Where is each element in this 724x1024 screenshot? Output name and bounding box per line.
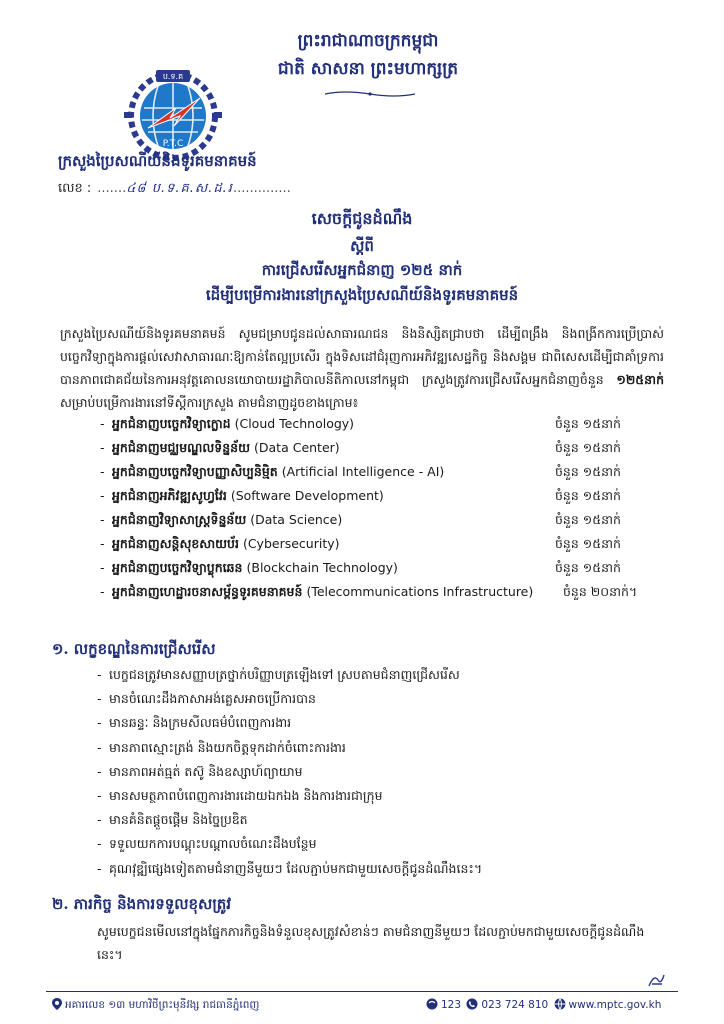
notice-subject: ការជ្រើសរើសអ្នកជំនាញ ១២៥ នាក់ (261, 261, 463, 279)
list-item: - អ្នកជំនាញវិទ្យាសាស្ត្រទិន្នន័យ (Data Science) ចំនួន ១៥នាក់ (100, 509, 670, 533)
footer-phone: 023 724 810 (481, 999, 549, 1011)
list-item: - អ្នកជំនាញបច្ចេកវិទ្យាបញ្ញាសិប្បនិម្មិត (Artificial Intelligence - AI) ចំនួន ១៥នាក់ (100, 461, 670, 485)
criterion-text: ទទួលយកការបណ្តុះបណ្តាលចំណេះដឹងបន្ថែម (109, 836, 317, 852)
list-item: - ទទួលយកការបណ្តុះបណ្តាលចំណេះដឹងបន្ថែម (97, 833, 657, 857)
intro-paragraph (60, 322, 664, 414)
footer-contacts (426, 998, 663, 1011)
phone-icon (466, 998, 478, 1010)
criterion-text: មានសមត្ថភាពបំពេញការងារដោយឯកឯង និងការងារជាក្រុម (109, 787, 383, 803)
ministry-name: ក្រសួងប្រៃសណីយ៍និងទូរគមនាគមន៍ (58, 152, 257, 170)
list-item: - មានចំណេះដឹងភាសាអង់គ្លេសអាចប្រើការបាន (97, 688, 657, 712)
criterion-text: គុណវុឌ្ឍិផ្សេងទៀតតាមជំនាញនីមួយៗ ដែលភ្ជាប់មកជាមួយសេចក្តីជូនដំណឹងនេះ។ (109, 860, 483, 876)
position-count: ចំនួន ១៥នាក់ (555, 560, 621, 575)
ornament-divider (320, 90, 420, 98)
reference-number (58, 180, 291, 199)
list-item: - អ្នកជំនាញអភិវឌ្ឍសូហ្វវែរ (Software Development) ចំនួន ១៥នាក់ (100, 485, 670, 509)
footer-divider (46, 991, 678, 992)
criterion-text: មានចំណេះដឹងភាសាអង់គ្លេសអាចប្រើការបាន (109, 691, 316, 707)
criterion-text: មានឆន្ទៈ និងក្រមសីលធម៌បំពេញការងារ (109, 715, 292, 731)
intro-text-1: ក្រសួងប្រៃសណីយ៍និងទូរគមនាគមន៍ សូមជម្រាបជូនដល់សាធារណជន និងនិស្សិតជ្រាបថា ដើម្បីពង្រឹង និងពង្រីកការប្រើប្រាស់បច្ចេកវិទ្យាក្នុងការផ្តល់សេវាសាធារណៈឱ្យកាន់តែល្អប្រសើរ ក្នុងទិសដៅជំរុញការអភិវឌ្ឍសេដ្ឋកិច្ច និងសង្គម ជាពិសេសដើម្បីជាគាំទ្រការបានភាពជោគជ័យនៃការអនុវត្តគោលនយោបាយរដ្ឋាភិបាលនីតិកាលនៅកម្ពុជា ក្រសួងត្រូវការជ្រើសរើសអ្នកជំនាញចំនួន (60, 326, 664, 387)
hotline-icon (426, 998, 438, 1010)
list-item: - មានសមត្ថភាពបំពេញការងារដោយឯកឯង និងការងារជាក្រុម (97, 785, 657, 809)
reference-value: ៤៨ ប.ទ.គ.ស.ដ.រ (126, 181, 233, 196)
notice-title: សេចក្តីជូនដំណឹង (311, 209, 413, 228)
criterion-text: បេក្ខជនត្រូវមានសញ្ញាបត្រថ្នាក់បរិញ្ញាបត្រឡើងទៅ ស្របតាមជំនាញជ្រើសរើស (109, 667, 460, 682)
notice-subject-label: ស្តីពី (350, 237, 374, 255)
position-name: អ្នកជំនាញបច្ចេកវិទ្យាប្លុកឆេន (112, 560, 243, 575)
location-pin-icon (52, 998, 62, 1010)
logo-bottom-text: P.T.C (162, 139, 184, 149)
intro-highlight: ១២៥នាក់ (616, 372, 664, 387)
section-heading-criteria: ១. លក្ខខណ្ឌនៃការជ្រើសរើស (52, 640, 216, 658)
position-count: ចំនួន ១៥នាក់ (555, 440, 621, 455)
list-item: - អ្នកជំនាញហេដ្ឋារចនាសម្ព័ន្ធទូរគមនាគមន៍ (Telecommunications Infrastructure) ចំនួន ២០នាក់។ (100, 581, 670, 605)
footer-website: www.mptc.gov.kh (568, 999, 662, 1011)
position-count: ចំនួន ១៥នាក់ (555, 488, 621, 503)
position-english: (Blockchain Technology) (246, 560, 398, 575)
footer-address (52, 998, 259, 1014)
criteria-list (97, 664, 657, 882)
list-item: - មានឆន្ទៈ និងក្រមសីលធម៌បំពេញការងារ (97, 712, 657, 736)
notice-purpose: ដើម្បីបម្រើការងារនៅក្រសួងប្រៃសណីយ៍និងទូរគមនាគមន៍ (205, 286, 519, 304)
position-name: អ្នកជំនាញហេដ្ឋារចនាសម្ព័ន្ធទូរគមនាគមន៍ (112, 584, 303, 599)
position-english: (Telecommunications Infrastructure) (306, 584, 534, 599)
ministry-logo (118, 68, 228, 164)
intro-text-2: សម្រាប់បម្រើការងារនៅទីស្តីការក្រសួង តាមជំនាញដូចខាងក្រោម៖ (60, 395, 359, 410)
position-name: អ្នកជំនាញវិទ្យាសាស្ត្រទិន្នន័យ (112, 512, 247, 527)
list-item: - មានភាពស្មោះត្រង់ និងយកចិត្តទុកដាក់ចំពោះការងារ (97, 737, 657, 761)
reference-label: លេខ : (58, 181, 92, 196)
list-item: - មានគំនិតផ្តួចផ្តើម និងច្នៃប្រឌិត (97, 809, 657, 833)
position-name: អ្នកជំនាញបច្ចេកវិទ្យាបញ្ញាសិប្បនិម្មិត (112, 464, 278, 479)
initial-mark (646, 972, 666, 990)
position-english: (Artificial Intelligence - AI) (281, 464, 445, 479)
position-english: (Cybersecurity) (242, 536, 340, 551)
list-item: - អ្នកជំនាញមជ្ឈមណ្ឌលទិន្នន័យ (Data Center) ចំនួន ១៥នាក់ (100, 437, 670, 461)
position-count: ចំនួន ២០នាក់។ (563, 584, 638, 599)
list-item: - អ្នកជំនាញបច្ចេកវិទ្យាប្លុកឆេន (Blockchain Technology) ចំនួន ១៥នាក់ (100, 557, 670, 581)
position-name: អ្នកជំនាញបច្ចេកវិទ្យាក្លោដ (112, 416, 231, 431)
position-count: ចំនួន ១៥នាក់ (555, 512, 621, 527)
position-english: (Data Center) (254, 440, 340, 455)
logo-top-text: ប.ទ.គ (162, 72, 184, 81)
position-english: (Data Science) (250, 512, 343, 527)
criterion-text: មានគំនិតផ្តួចផ្តើម និងច្នៃប្រឌិត (109, 812, 248, 828)
footer-address-text: អគារលេខ ១៣ មហាវិថីព្រះមុនីវង្ស រាជធានីភ្នំពេញ (65, 999, 260, 1011)
position-name: អ្នកជំនាញអភិវឌ្ឍសូហ្វវែរ (112, 488, 227, 503)
duties-paragraph: សូមបេក្ខជនមើលនៅក្នុងផ្នែកភារកិច្ចនិងទំនួលខុសត្រូវសំខាន់ៗ តាមជំនាញនីមួយៗ ដែលភ្ជាប់មកជាមួយសេចក្តីជូនដំណឹងនេះ។ (97, 924, 645, 962)
position-count: ចំនួន ១៥នាក់ (555, 536, 621, 551)
position-english: (Cloud Technology) (234, 416, 355, 431)
footer-hotline: 123 (441, 999, 462, 1011)
section-heading-duties: ២. ភារកិច្ច និងការទទួលខុសត្រូវ (52, 895, 232, 913)
reference-dots: ....... (97, 181, 127, 196)
position-english: (Software Development) (230, 488, 384, 503)
list-item: - បេក្ខជនត្រូវមានសញ្ញាបត្រថ្នាក់បរិញ្ញាបត្រឡើងទៅ ស្របតាមជំនាញជ្រើសរើស (97, 664, 657, 688)
position-name: អ្នកជំនាញសន្តិសុខសាយប័រ (112, 536, 239, 551)
list-item: - អ្នកជំនាញសន្តិសុខសាយប័រ (Cybersecurity) ចំនួន ១៥នាក់ (100, 533, 670, 557)
positions-list (100, 413, 670, 605)
national-motto: ជាតិ សាសនា ព្រះមហាក្សត្រ (277, 59, 459, 79)
criterion-text: មានភាពអត់ធ្មត់ តស៊ូ និងឧស្សាហ៍ព្យាយាម (109, 763, 303, 779)
list-item: - មានភាពអត់ធ្មត់ តស៊ូ និងឧស្សាហ៍ព្យាយាម (97, 761, 657, 785)
position-count: ចំនួន ១៥នាក់ (555, 416, 621, 431)
kingdom-title: ព្រះរាជាណាចក្រកម្ពុជា (297, 31, 439, 51)
criterion-text: មានភាពស្មោះត្រង់ និងយកចិត្តទុកដាក់ចំពោះការងារ (109, 739, 346, 755)
list-item: - គុណវុឌ្ឍិផ្សេងទៀតតាមជំនាញនីមួយៗ ដែលភ្ជាប់មកជាមួយសេចក្តីជូនដំណឹងនេះ។ (97, 858, 657, 882)
reference-trailing: .............. (232, 181, 291, 196)
position-count: ចំនួន ១៥នាក់ (555, 464, 621, 479)
position-name: អ្នកជំនាញមជ្ឈមណ្ឌលទិន្នន័យ (112, 440, 251, 455)
list-item: - អ្នកជំនាញបច្ចេកវិទ្យាក្លោដ (Cloud Technology) ចំនួន ១៥នាក់ (100, 413, 670, 437)
globe-icon (554, 998, 566, 1010)
